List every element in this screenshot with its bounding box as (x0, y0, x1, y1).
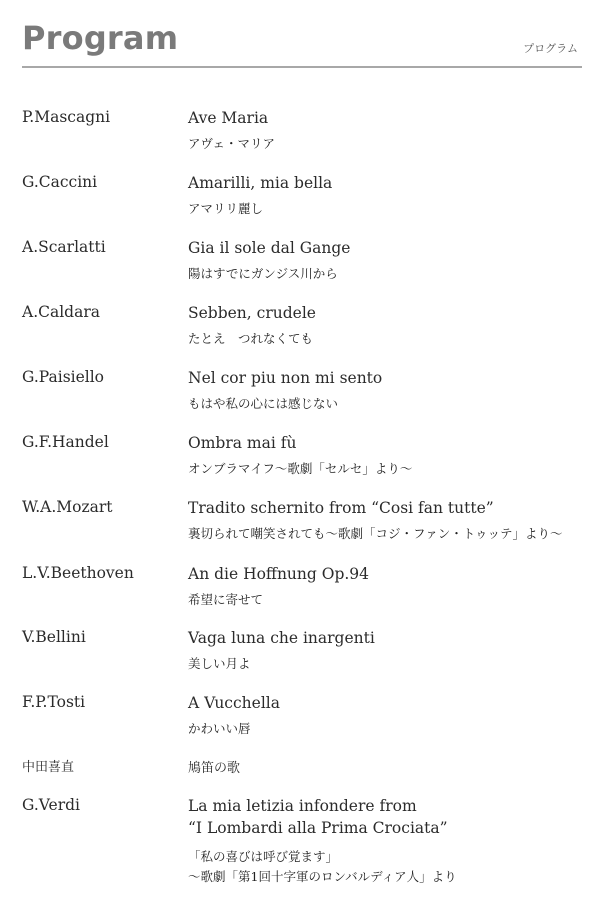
piece-title: A Vucchella (188, 694, 280, 712)
page-title: Program (22, 19, 179, 57)
composer-name: F.P.Tosti (22, 693, 86, 711)
piece-japanese-title: オンブラマイフ～歌劇「セルセ」より～ (188, 461, 413, 476)
page-subtitle: プログラム (523, 42, 578, 55)
piece-japanese-title: 裏切られて嘲笑されても～歌劇「コジ・ファン・トゥッテ」より～ (188, 526, 563, 541)
piece-title: Gia il sole dal Gange (188, 239, 351, 257)
piece-title: Sebben, crudele (188, 304, 316, 322)
piece-title: Nel cor piu non mi sento (188, 369, 383, 387)
piece-title: Ombra mai fù (188, 434, 297, 452)
composer-name: A.Caldara (22, 303, 100, 321)
piece-japanese-title: たとえ つれなくても (188, 331, 314, 346)
piece-japanese-title: 陽はすでにガンジス川から (188, 266, 338, 281)
composer-name: L.V.Beethoven (22, 564, 134, 582)
piece-title: Vaga luna che inargenti (188, 629, 375, 647)
piece-japanese-title: アマリリ麗し (188, 201, 264, 216)
piece-title: Amarilli, mia bella (188, 174, 333, 192)
composer-name: P.Mascagni (22, 108, 111, 126)
piece-title: La mia letizia infondere from “I Lombardi alla Prima Crociata” (188, 797, 448, 837)
composer-name: V.Bellini (22, 628, 86, 646)
header-divider (22, 66, 582, 68)
piece-title: 鳩笛の歌 (188, 761, 241, 776)
piece-title: Ave Maria (188, 109, 269, 127)
piece-japanese-title: かわいい唇 (188, 721, 251, 736)
piece-title: An die Hoffnung Op.94 (188, 565, 370, 583)
composer-name: 中田喜直 (22, 760, 75, 775)
piece-japanese-title: アヴェ・マリア (188, 136, 276, 151)
composer-name: A.Scarlatti (22, 238, 106, 256)
piece-japanese-title: 希望に寄せて (188, 592, 264, 607)
composer-name: G.F.Handel (22, 433, 109, 451)
composer-name: G.Paisiello (22, 368, 105, 386)
composer-name: G.Caccini (22, 173, 98, 191)
piece-japanese-title: 「私の喜びは呼び覚ます」 ～歌劇「第1回十字軍のロンバルディア人」より (188, 849, 457, 884)
piece-title: Tradito schernito from “Cosi fan tutte” (188, 499, 494, 517)
piece-japanese-title: 美しい月よ (188, 656, 251, 671)
composer-name: G.Verdi (22, 796, 80, 814)
composer-name: W.A.Mozart (22, 498, 113, 516)
piece-japanese-title: もはや私の心には感じない (188, 396, 339, 411)
